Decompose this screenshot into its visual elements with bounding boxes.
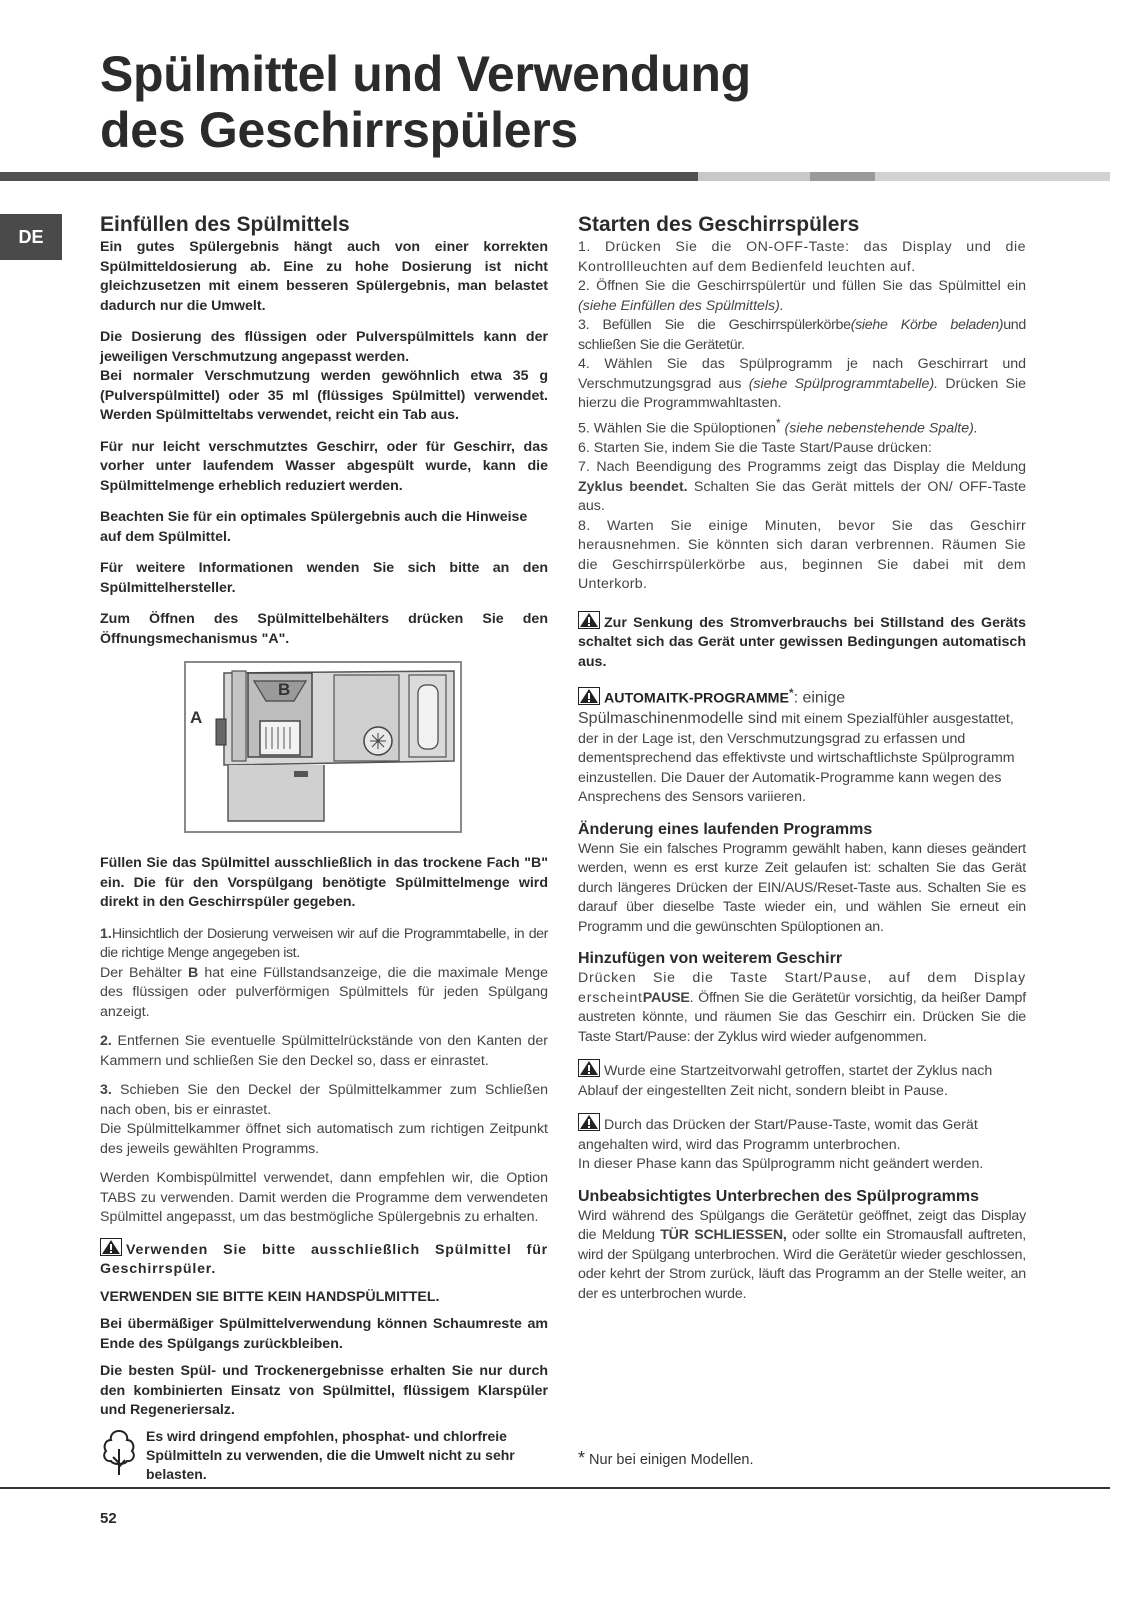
interruption-door-message: TÜR SCHLIESSEN, — [660, 1227, 787, 1244]
warning-icon — [578, 611, 600, 629]
interruption-paragraph — [578, 1207, 1026, 1305]
auto-programs-title: AUTOMAITK-PROGRAMME — [604, 690, 789, 707]
warning-icon — [578, 1113, 600, 1131]
section-heading-add-dishes: Hinzufügen von weiterem Geschirr — [578, 950, 843, 968]
light-soil-paragraph: Für nur leicht verschmutztes Geschirr, oder für Geschirr, das vorher unter laufendem Wasser abgespült wurde, kann die Spülmittelmenge erheblich reduziert werden. — [100, 438, 548, 494]
step-3-number: 3. — [100, 1082, 112, 1098]
auto-programs-paragraph — [578, 684, 1026, 808]
start-step-5 — [578, 414, 1026, 439]
page-title-line-2: des Geschirrspülers — [100, 102, 578, 158]
dosage-paragraph: Die Dosierung des flüssigen oder Pulverspülmittels kann der jeweiligen Verschmutzung angepasst werden. — [100, 329, 548, 365]
no-hand-detergent-notice: VERWENDEN SIE BITTE KEIN HANDSPÜLMITTEL. — [100, 1288, 440, 1305]
fill-chamber-paragraph: Füllen Sie das Spülmittel ausschließlich in das trockene Fach "B" ein. Die für den Vorspülgang benötigte Spülmittelmenge wird direkt in den Geschirrspüler gegeben. — [100, 855, 548, 910]
start-step-3 — [578, 316, 1026, 355]
auto-programs-text-c: mit einem Spezialfühler ausgestattet, der in der Lage ist, den Verschmutzungsgrad zu erfassen und dementsprechend das effektivste und wirtschaftlichste Spülprogramm einzustellen. Die Dauer der Automatik-Programme kann wegen des Ansprechens des Sensors variieren. — [578, 711, 1015, 806]
page-title — [100, 46, 1080, 158]
warning-delayed-start — [578, 1059, 1026, 1101]
start-step-8: 8. Warten Sie einige Minuten, bevor Sie das Geschirr herausnehmen. Sie könnten sich daran verbrennen. Räumen Sie die Geschirrspülerkörbe aus, beginnen Sie dabei mit dem Unterkorb. — [578, 517, 1026, 593]
start-step-3-text-end: und schließen Sie die Gerätetür. — [578, 317, 1026, 353]
start-step-2-reference: (siehe Einfüllen des Spülmittels). — [578, 297, 784, 314]
section-heading-start: Starten des Geschirrspülers — [578, 213, 860, 236]
start-step-4 — [578, 355, 1026, 414]
rule-segment-mid — [810, 172, 875, 181]
page-title-line-1: Spülmittel und Verwendung — [100, 46, 751, 102]
warning-pause — [578, 1113, 1026, 1155]
best-results-paragraph: Die besten Spül- und Trockenergebnisse erhalten Sie nur durch den kombinierten Einsatz von Spülmittel, flüssigem Klarspüler und Regeneriersalz. — [100, 1363, 548, 1418]
eco-notice-text: Es wird dringend empfohlen, phosphat- und chlorfreie Spülmitteln zu verwenden, die die Umwelt nicht zu sehr belasten. — [146, 1427, 515, 1482]
start-step-4-text: 4. Wählen Sie das Spülprogramm je nach Geschirrart und Verschmutzungsgrad aus — [578, 356, 1026, 392]
warning-icon — [578, 1059, 600, 1077]
start-step-3-reference: (siehe Körbe beladen) — [850, 317, 1004, 333]
start-step-7-message: Zyklus beendet. — [578, 478, 688, 495]
interruption-text-a: Wird während des Spülgangs die Gerätetür geöffnet, zeigt das Display die Meldung — [578, 1207, 1026, 1244]
dosage-normal-paragraph: Bei normaler Verschmutzung werden gewöhnlich etwa 35 g (Pulverspülmittel) oder 35 ml (flüssiges Spülmittel) verwendet. Werden Spülmitteltabs verwendet, reicht ein Tab aus. — [100, 368, 548, 423]
step-1b-text-post: hat eine Füllstandsanzeige, die die maximale Menge des flüssigen oder pulverförmigen Spülmittels für jeden Spülgang anzeigt. — [100, 964, 548, 1020]
auto-programs-text-b: Spülmaschinenmodelle sind — [578, 710, 778, 728]
step-1b-paragraph — [100, 964, 548, 1023]
add-dishes-pause-label: PAUSE — [642, 989, 690, 1006]
language-tab: DE — [0, 214, 62, 260]
right-column — [578, 212, 1026, 1304]
step-3-text: Schieben Sie den Deckel der Spülmittelkammer zum Schließen nach oben, bis er einrastet. — [100, 1082, 548, 1118]
start-step-1: 1. Drücken Sie die ON-OFF-Taste: das Display und die Kontrollleuchten auf dem Bedienfeld leuchten auf. — [578, 239, 1026, 275]
start-step-4-reference: (siehe Spülprogrammtabelle). — [748, 375, 939, 392]
step-1b-bold: B — [187, 964, 199, 981]
auto-programs-text-a: : einige — [793, 689, 846, 707]
step-2-paragraph — [100, 1032, 548, 1071]
step-1-text: Hinsichtlich der Dosierung verweisen wir auf die Programmtabelle, in der die richtige Menge angegeben ist. — [100, 925, 548, 961]
change-program-paragraph: Wenn Sie ein falsches Programm gewählt haben, kann dieses geändert werden, wenn es erst kurze Zeit gelaufen ist: schalten Sie das Gerät durch längeres Drücken der EIN/AUS/Reset-Taste aus. Schalten Sie es darauf über dieselbe Taste wieder ein, und wählen Sie erneut ein Programm und die gewünschten Spüloptionen an. — [578, 840, 1026, 935]
start-step-5-reference: (siehe nebenstehende Spalte). — [780, 420, 978, 437]
hints-paragraph: Beachten Sie für ein optimales Spülergebnis auch die Hinweise auf dem Spülmittel. — [100, 509, 528, 545]
auto-programs-asterisk: * — [788, 686, 794, 701]
step-1-number: 1. — [100, 925, 112, 942]
section-heading-detergent: Einfüllen des Spülmittels — [100, 213, 350, 236]
start-step-6: 6. Starten Sie, indem Sie die Taste Start/Pause drücken: — [578, 439, 932, 456]
warning-dishwasher-detergent — [100, 1238, 548, 1280]
start-step-7-text-end: Schalten Sie das Gerät mittels der ON/ OFF-Taste aus. — [578, 478, 1026, 515]
warning-dishwasher-detergent-text: Verwenden Sie bitte ausschließlich Spülmittel für Geschirrspüler. — [100, 1241, 548, 1277]
footnote-text: Nur bei einigen Modellen. — [585, 1452, 754, 1468]
rule-segment-light-2 — [875, 172, 1110, 181]
page-number: 52 — [100, 1510, 117, 1527]
warning-power-saving — [578, 611, 1026, 673]
tree-icon — [100, 1427, 138, 1479]
footnote-asterisk: * — [578, 1448, 586, 1468]
start-step-2 — [578, 277, 1026, 316]
figure-label-a: A — [190, 708, 203, 727]
detergent-dispenser-figure — [184, 661, 462, 833]
warning-icon — [100, 1238, 122, 1256]
footnote — [578, 1448, 753, 1469]
start-step-7-text: 7. Nach Beendigung des Programms zeigt das Display die Meldung — [578, 459, 1026, 476]
warning-pause-text: Durch das Drücken der Start/Pause-Taste, womit das Gerät angehalten wird, wird das Programm unterbrochen. — [578, 1117, 978, 1153]
start-step-5-text: 5. Wählen Sie die Spüloptionen — [578, 420, 776, 437]
intro-paragraph: Ein gutes Spülergebnis hängt auch von einer korrekten Spülmitteldosierung ab. Eine zu hohe Dosierung ist nicht gleichzusetzen mit einem besseren Spülergebnis, man belastet dadurch nur die Umwelt. — [100, 239, 548, 314]
combi-detergent-paragraph: Werden Kombispülmittel verwendet, dann empfehlen wir, die Option TABS zu verwenden. Damit werden die Programme dem verwendeten Spülmittel angepasst, um das bestmögliche Spülergebnis zu erhalten. — [100, 1170, 548, 1225]
header-rule-bar — [0, 172, 1110, 181]
foam-residue-paragraph: Bei übermäßiger Spülmittelverwendung können Schaumreste am Ende des Spülgangs zurückbleiben. — [100, 1316, 548, 1352]
manufacturer-paragraph: Für weitere Informationen wenden Sie sich bitte an den Spülmittelhersteller. — [100, 560, 548, 596]
step-1-paragraph — [100, 925, 548, 964]
pause-phase-note: In dieser Phase kann das Spülprogramm nicht geändert werden. — [578, 1156, 984, 1173]
add-dishes-text-a: Drücken Sie die Taste Start/Pause, auf dem Display erscheint — [578, 970, 1026, 1006]
rule-segment-dark — [0, 172, 698, 181]
add-dishes-paragraph — [578, 969, 1026, 1047]
warning-icon — [578, 687, 600, 705]
rule-segment-light — [698, 172, 810, 181]
eco-notice — [100, 1427, 548, 1484]
start-step-5-asterisk: * — [775, 415, 781, 430]
start-step-7 — [578, 458, 1026, 517]
footer-rule — [0, 1487, 1110, 1489]
start-step-4-text-end: Drücken Sie hierzu die Programmwahltasten. — [578, 375, 1026, 411]
figure-label-b: B — [278, 680, 291, 699]
left-column — [100, 212, 548, 1484]
step-2-text: Entfernen Sie eventuelle Spülmittelrückstände von den Kanten der Kammern und schließen Sie den Deckel so, dass er einrastet. — [100, 1033, 548, 1069]
step-3b-paragraph: Die Spülmittelkammer öffnet sich automatisch zum richtigen Zeitpunkt des jeweils gewählten Programms. — [100, 1121, 548, 1157]
step-3-paragraph — [100, 1081, 548, 1120]
warning-power-saving-text: Zur Senkung des Stromverbrauchs bei Stillstand des Geräts schaltet sich das Gerät unter gewissen Bedingungen automatisch aus. — [578, 614, 1026, 670]
step-1b-text-pre: Der Behälter — [100, 964, 188, 981]
interruption-text-c: oder sollte ein Stromausfall auftreten, wird der Spülgang unterbrochen. Wird die Gerätetür wieder geschlossen, oder kehrt der Strom zurück, läuft das Programm an der Stelle weiter, an der es unterbrochen wurde. — [578, 1227, 1026, 1302]
section-heading-change-program: Änderung eines laufenden Programms — [578, 820, 873, 838]
open-dispenser-paragraph: Zum Öffnen des Spülmittelbehälters drücken Sie den Öffnungsmechanismus "A". — [100, 611, 548, 647]
step-2-number: 2. — [100, 1033, 112, 1049]
add-dishes-text-c: . Öffnen Sie die Gerätetür vorsichtig, da heißer Dampf austreten könnte, und räumen Sie das Geschirr ein. Drücken Sie die Taste Start/Pause: der Zyklus wird wieder aufgenommen. — [578, 989, 1026, 1045]
start-step-3-text: 3. Befüllen Sie die Geschirrspülerkörbe — [578, 317, 851, 333]
start-step-2-text: 2. Öffnen Sie die Geschirrspülertür und füllen Sie das Spülmittel ein — [578, 278, 1026, 294]
warning-delayed-start-text: Wurde eine Startzeitvorwahl getroffen, startet der Zyklus nach Ablauf der eingestellten Zeit nicht, sondern bleibt in Pause. — [578, 1063, 993, 1099]
section-heading-interruption: Unbeabsichtigtes Unterbrechen des Spülprogramms — [578, 1187, 979, 1205]
